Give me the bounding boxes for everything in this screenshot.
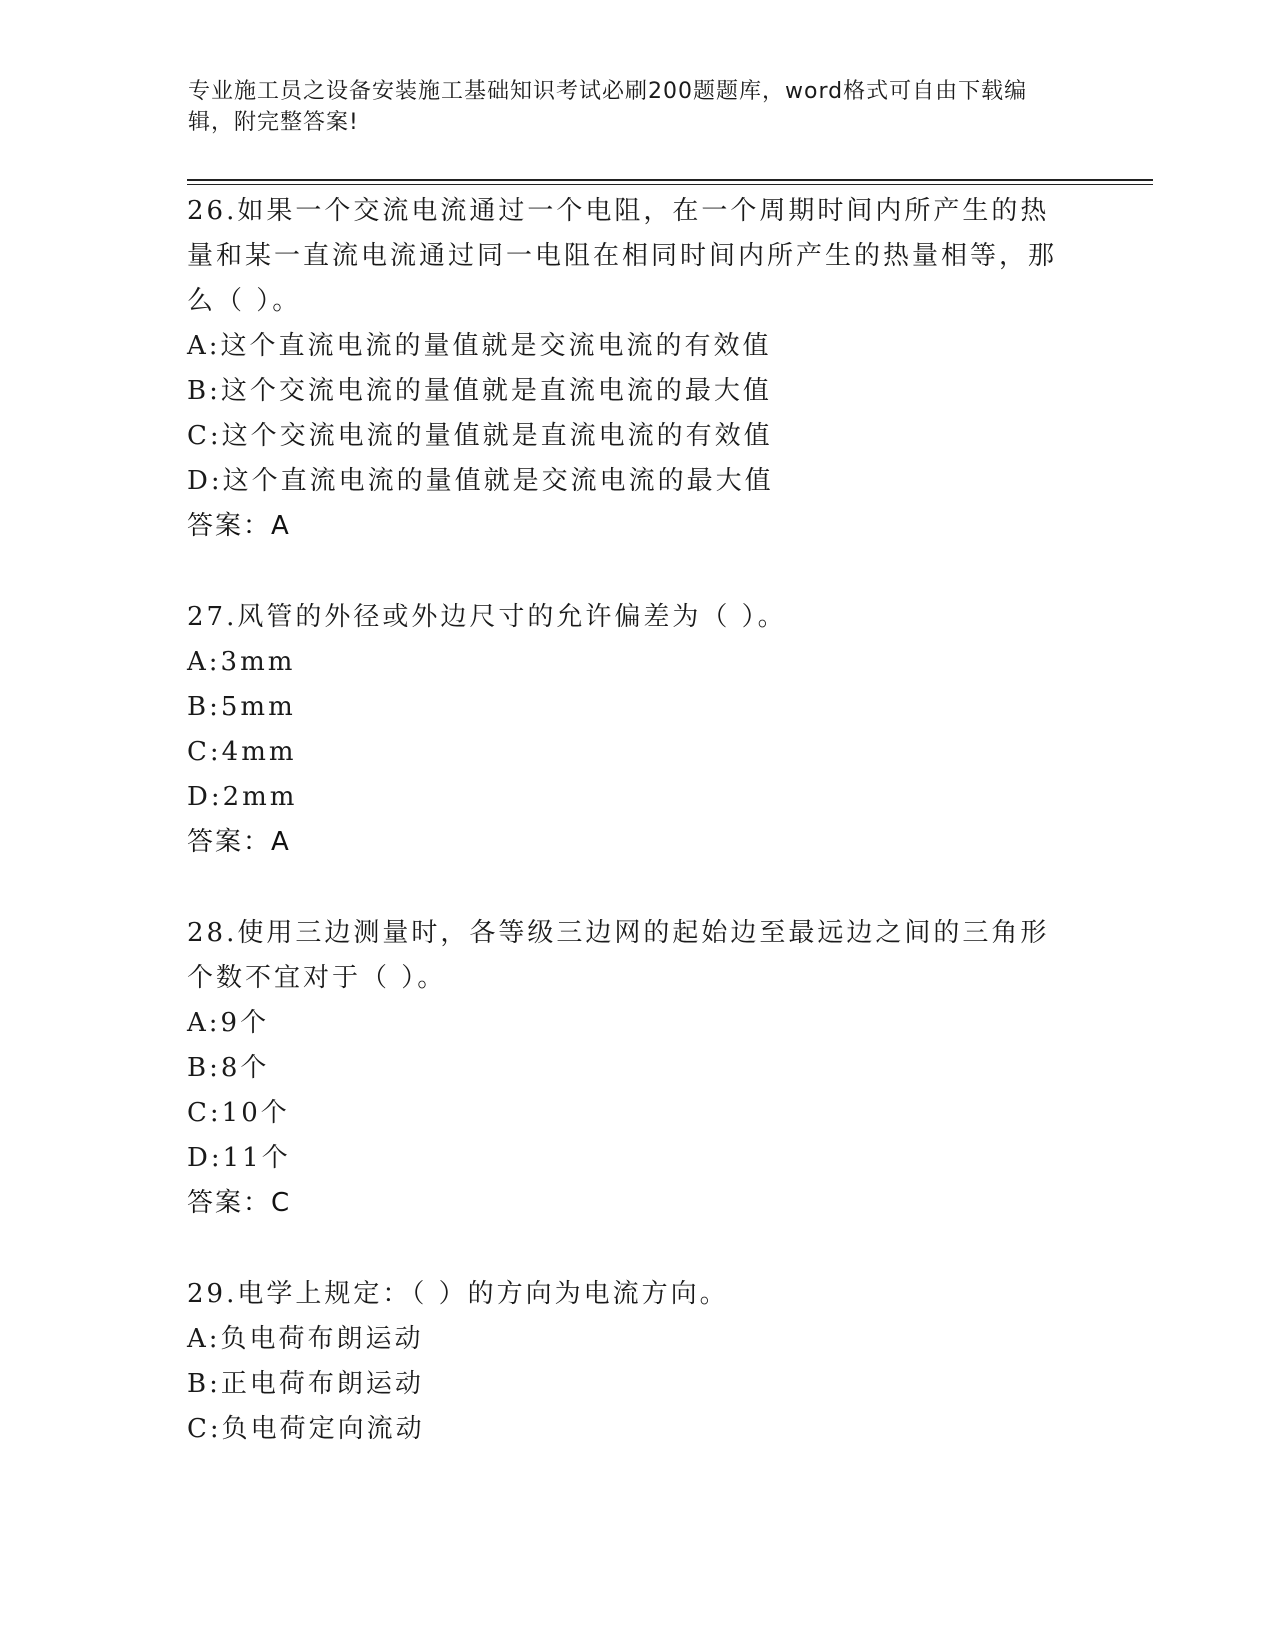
question-stem: 26.如果一个交流电流通过一个电阻，在一个周期时间内所产生的热量和某一直流电流通过同一电阻在相同时间内所产生的热量相等，那么（ ）。	[187, 196, 1058, 316]
header-divider-thick	[187, 179, 1153, 181]
question-28	[187, 911, 1087, 1226]
question-gap	[187, 865, 1087, 911]
option-a: A:负电荷布朗运动	[187, 1324, 424, 1354]
question-stem: 27.风管的外径或外边尺寸的允许偏差为（ ）。	[187, 602, 787, 632]
option-a: A:9个	[187, 1008, 270, 1038]
option-c: C:10个	[187, 1098, 290, 1128]
option-c: C:这个交流电流的量值就是直流电流的有效值	[187, 421, 773, 451]
option-b: B:正电荷布朗运动	[187, 1369, 424, 1399]
question-29	[187, 1272, 1087, 1452]
option-d: D:这个直流电流的量值就是交流电流的最大值	[187, 466, 774, 496]
option-b: B:8个	[187, 1053, 270, 1083]
answer-line: 答案：C	[187, 1188, 292, 1218]
answer-line: 答案：A	[187, 511, 291, 541]
question-gap	[187, 1226, 1087, 1272]
question-stem: 28.使用三边测量时，各等级三边网的起始边至最远边之间的三角形个数不宜对于（ ）。	[187, 918, 1050, 993]
option-a: A:这个直流电流的量值就是交流电流的有效值	[187, 331, 772, 361]
option-a: A:3mm	[187, 647, 296, 677]
option-c: C:4mm	[187, 737, 297, 767]
option-d: D:2mm	[187, 782, 298, 812]
document-header: 专业施工员之设备安装施工基础知识考试必刷200题题库，word格式可自由下载编辑，附完整答案!	[188, 79, 1028, 135]
question-27	[187, 595, 1087, 865]
header-divider-thin	[187, 184, 1153, 185]
question-26	[187, 189, 1087, 549]
question-gap	[187, 549, 1087, 595]
option-c: C:负电荷定向流动	[187, 1414, 425, 1444]
option-b: B:5mm	[187, 692, 296, 722]
question-stem: 29.电学上规定：（ ）的方向为电流方向。	[187, 1279, 729, 1309]
question-list	[187, 189, 1087, 1452]
option-b: B:这个交流电流的量值就是直流电流的最大值	[187, 376, 772, 406]
option-d: D:11个	[187, 1143, 291, 1173]
answer-line: 答案：A	[187, 827, 291, 857]
